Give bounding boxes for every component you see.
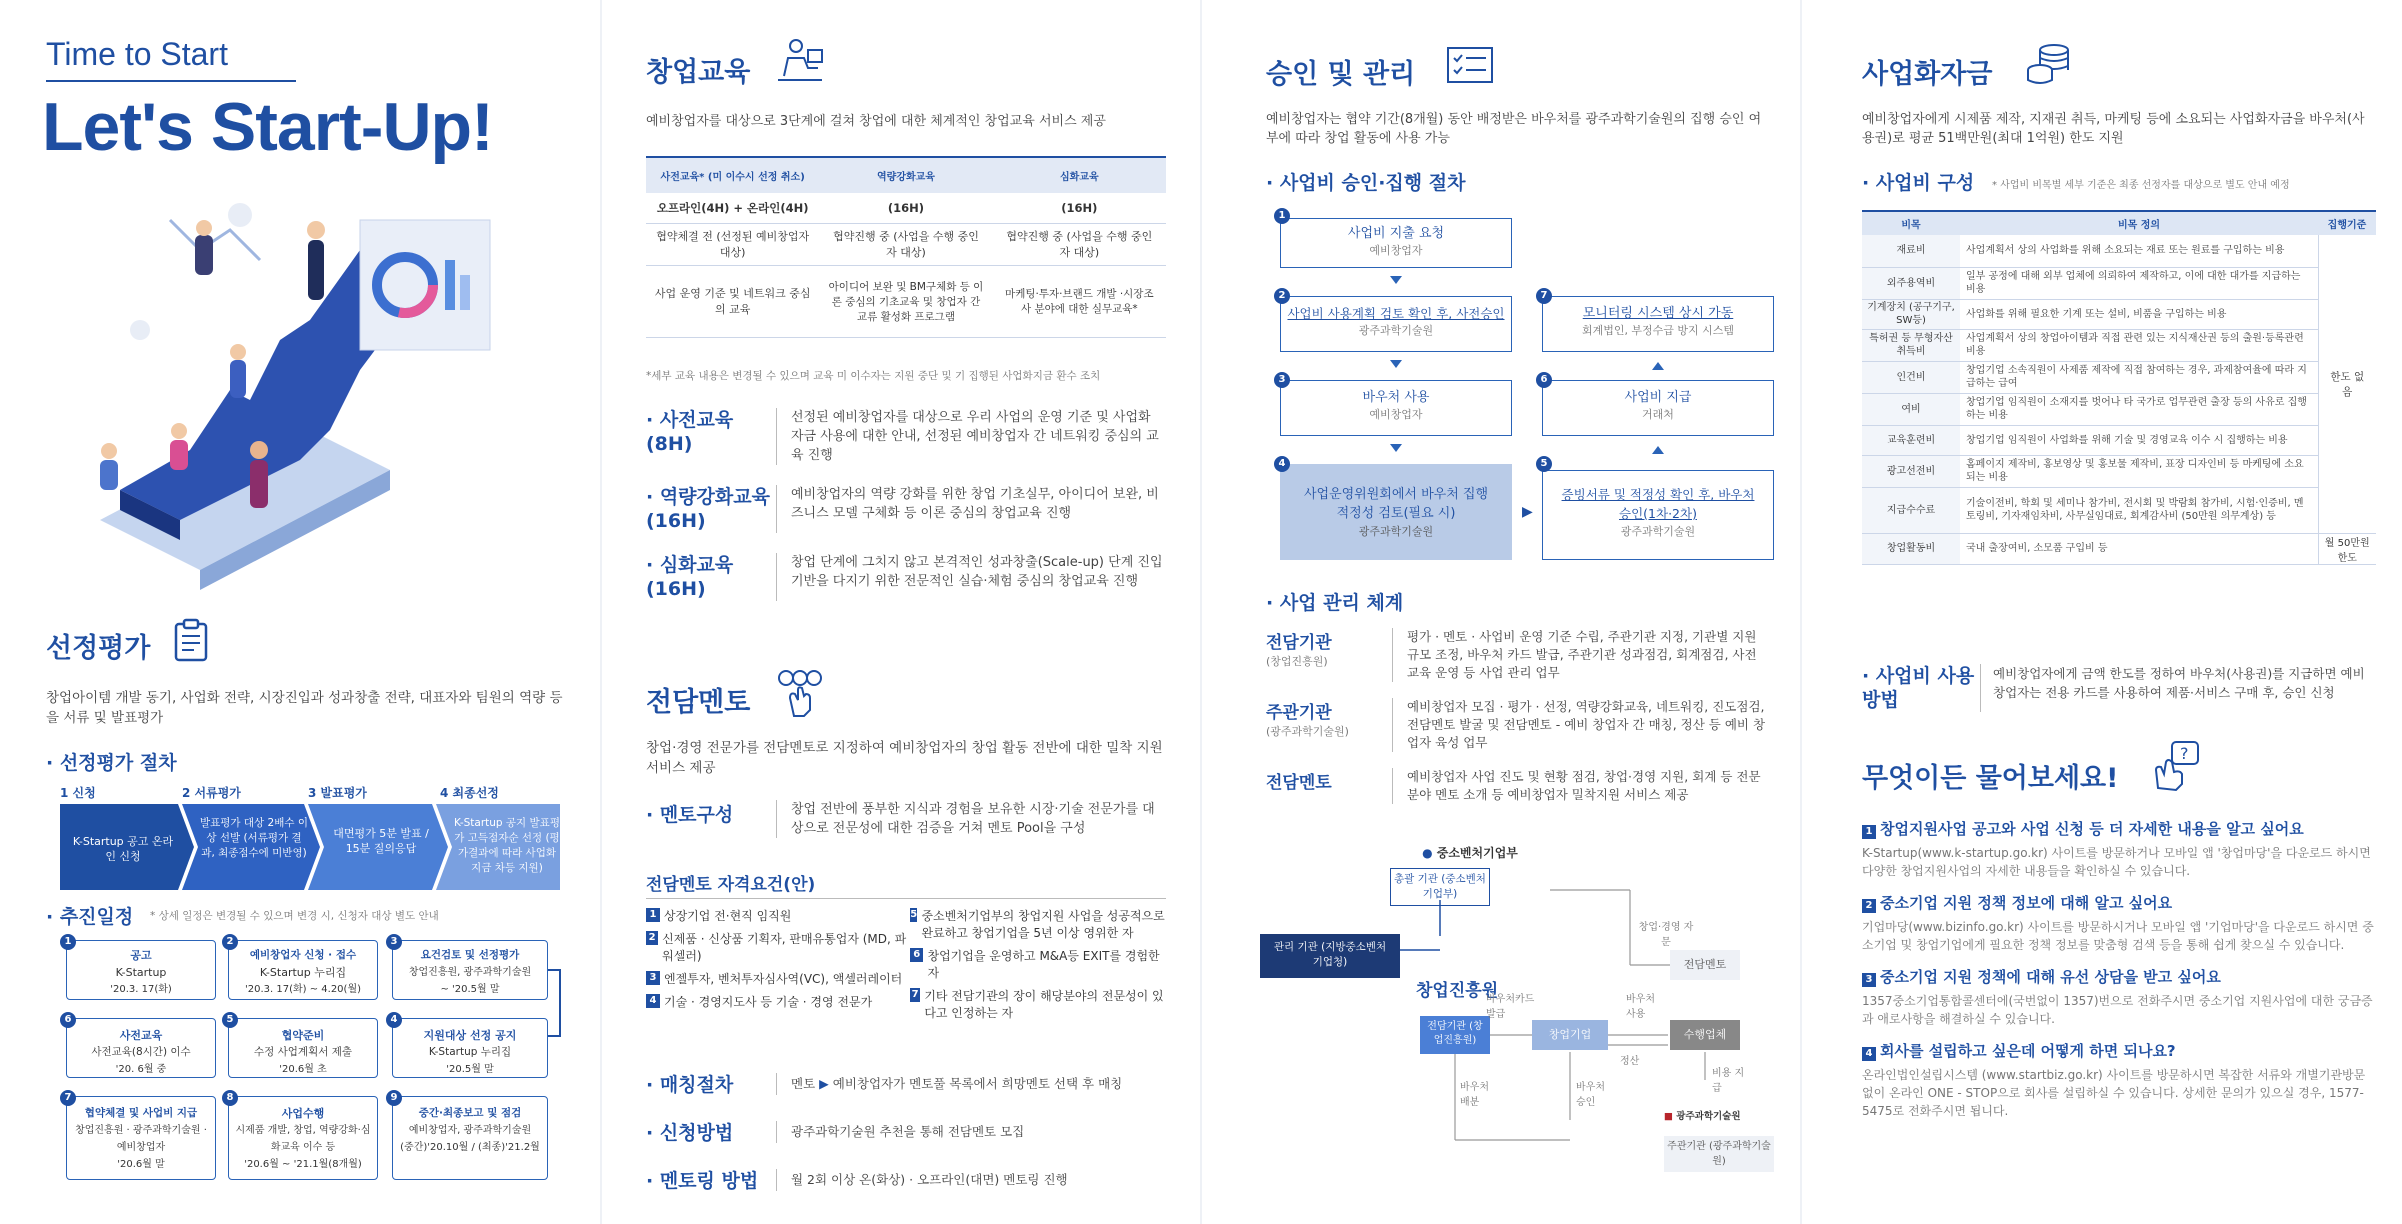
- way-body: 월 2회 이상 온(화상) · 오프라인(대면) 멘토링 진행: [791, 1172, 1068, 1187]
- flow-step-7-text: 모니터링 시스템 상시 가동: [1582, 306, 1734, 321]
- mgmt-2-sub: (광주과학기술원): [1266, 725, 1349, 738]
- qual-text-3: 엔젤투자, 벤처투자심사역(VC), 액셀러레이터: [664, 972, 903, 986]
- edu-table: [646, 156, 1166, 338]
- flow-arrow-up-2: [1652, 446, 1664, 454]
- mgmt-2-head: 주관기관: [1266, 703, 1332, 723]
- sched-title-7: 협약체결 및 사업비 지급: [84, 1107, 198, 1119]
- comp-limit-1: 한도 없음: [2318, 235, 2376, 533]
- sched-l3-2: '20.3. 17(화) ~ 4.20(월): [244, 984, 362, 995]
- way-head: · 멘토링 방법: [646, 1170, 759, 1192]
- comp-th-1: 비목: [1901, 220, 1921, 231]
- edu-cell-2-2: 협약진행 중 (사업을 수행 중인 자 대상): [833, 230, 979, 259]
- sched-l3-8: '20.6월 ~ '21.1월(8개월): [244, 1159, 362, 1170]
- coins-icon: [2024, 40, 2074, 88]
- org-lbl-use: 바우처 사용: [1626, 994, 1655, 1020]
- flow-badge-1: 1: [1274, 208, 1290, 224]
- comp-cell-def: 기술이전비, 학회 및 세미나 참가비, 전시회 및 박람회 참가비, 시험·인증비, 멘토링비, 기자재임차비, 사무실임대료, 회계감사비 (50만원 의무계상) 등: [1966, 498, 2304, 522]
- arrow-right-icon: ▶: [819, 1076, 829, 1091]
- flow-step-1-text: 사업비 지출 요청: [1347, 226, 1445, 241]
- match-head: · 매칭절차: [646, 1074, 734, 1096]
- apply-body: 광주과학기술원 추천을 통해 전담멘토 모집: [791, 1124, 1025, 1139]
- question-hand-icon: [2152, 740, 2202, 792]
- panel-approval: [1200, 0, 1800, 1224]
- flow-arrow-up-1: [1652, 362, 1664, 370]
- comp-cell-item: 기계장치 (공구기구, SW등): [1862, 299, 1960, 329]
- faq-a-1: K-Startup(www.k-startup.go.kr) 사이트를 방문하거나 모바일 앱 '창업마당'을 다운로드 하시면 다양한 창업지원사업의 자세한 내용들을 확인하실 수 있습니다.: [1862, 846, 2371, 878]
- qual-item-2: [646, 931, 908, 965]
- sched-item-2: [228, 940, 378, 1000]
- edu-cell-3-1: 사업 운영 기준 및 네트워크 중심의 교육: [654, 287, 811, 316]
- faq-item-4: [1862, 1040, 2376, 1120]
- qual-text-5: 중소벤처기업부의 창업지원 사업을 성공적으로 완료하고 창업기업을 5년 이상 영위한 자: [921, 909, 1165, 940]
- flow-step-3: [1280, 380, 1512, 436]
- qual-text-1: 상장기업 전·현직 임직원: [664, 909, 792, 923]
- sched-l2-8: 시제품 개발, 창업, 역량강화·심화교육 이수 등: [235, 1125, 371, 1153]
- flow-badge-6: 6: [1536, 372, 1552, 388]
- edu-item-2-head: · 역량강화교육 (16H): [646, 486, 770, 532]
- org-kised: 창업진흥원: [1416, 981, 1499, 1001]
- qual-left: [646, 908, 908, 1011]
- faq-q-1: 창업지원사업 공고와 사업 신청 등 더 자세한 내용을 알고 싶어요: [1880, 820, 2304, 838]
- org-host-logo: [1664, 1108, 1741, 1122]
- org-vendor: 수행업체: [1670, 1020, 1740, 1050]
- comp-row: [1862, 361, 2376, 393]
- comp-note: * 사업비 비목별 세부 기준은 최종 선정자를 대상으로 별도 안내 예정: [1992, 180, 2290, 191]
- method-head: · 사업비 사용방법: [1862, 665, 1975, 711]
- flow-arrow-right: ▶: [1522, 504, 1533, 520]
- comp-row: [1862, 235, 2376, 267]
- qual-badge-4: 4: [646, 994, 660, 1008]
- sched-item-3: [392, 940, 548, 1000]
- flow-step-7: [1542, 296, 1774, 352]
- sched-item-5: [228, 1018, 378, 1078]
- sched-badge-5: 5: [222, 1012, 238, 1028]
- qual-text-6: 창업기업을 운영하고 M&A등 EXIT를 경험한 자: [927, 949, 1160, 980]
- org-chart: [1260, 840, 1780, 1200]
- sched-l2-4: K-Startup 누리집: [428, 1046, 512, 1058]
- flow-badge-4: 4: [1274, 456, 1290, 472]
- comp-row: [1862, 533, 2376, 564]
- sched-title-9: 중간·최종보고 및 점검: [418, 1107, 522, 1119]
- flow-step-3-text: 바우처 사용: [1362, 390, 1430, 405]
- method-row: [1862, 664, 2376, 712]
- flow-title: · 사업비 승인·집행 절차: [1266, 172, 1466, 194]
- edu-item-2-body: 예비창업자의 역량 강화를 위한 창업 기초실무, 아이디어 보완, 비즈니스 모델 구체화 등 이론 중심의 창업교육 진행: [791, 487, 1159, 521]
- sched-l3-5: '20.6월 초: [279, 1064, 327, 1075]
- flow-step-1: [1280, 218, 1512, 268]
- comp-cell-def: 홈페이지 제작비, 홍보영상 및 홍보물 제작비, 표장 디자인비 등 마케팅에 소요되는 비용: [1966, 459, 2304, 483]
- qual-badge-1: 1: [646, 908, 660, 922]
- qual-badge-5: 5: [910, 909, 918, 920]
- org-lbl-cost: 비용 지급: [1712, 1068, 1745, 1094]
- comp-cell-item: 특허권 등 무형자산 취득비: [1862, 329, 1960, 361]
- faq-q-2: 중소기업 지원 정책 정보에 대해 알고 싶어요: [1880, 894, 2173, 912]
- qual-right: [910, 908, 1166, 1022]
- comp-th-2: 비목 정의: [2117, 220, 2161, 231]
- flow-badge-3: 3: [1274, 372, 1290, 388]
- mgmt-item-1: [1266, 628, 1766, 682]
- sched-l3-6: '20. 6월 중: [115, 1064, 167, 1075]
- qual-title: 전담멘토 자격요건(안): [646, 875, 816, 895]
- org-startup: 창업기업: [1532, 1020, 1608, 1050]
- comp-row: [1862, 455, 2376, 487]
- svg-text:?: ?: [2180, 744, 2189, 763]
- flow-step-7-sub: 회계법인, 부정수급 방지 시스템: [1581, 324, 1735, 337]
- qual-rule: [646, 898, 1166, 899]
- sched-item-4: [392, 1018, 548, 1078]
- qual-item-5: [910, 908, 1166, 942]
- gist-logo-icon: ■: [1664, 1111, 1673, 1122]
- eval-steps: [60, 784, 560, 892]
- faq-badge-2: 2: [1862, 899, 1876, 913]
- sched-title-6: 사전교육: [119, 1029, 163, 1042]
- sched-item-7: [66, 1096, 216, 1180]
- org-dedicated: 전담기관 (창업진흥원): [1420, 1016, 1490, 1054]
- sched-title: · 추진일정: [46, 906, 134, 928]
- comp-limit-2: 월 50만원 한도: [2318, 533, 2376, 564]
- sched-l3-4: '20.5월 말: [446, 1064, 494, 1075]
- ministry-logo-icon: ●: [1422, 846, 1433, 860]
- comp-cell-item: 교육훈련비: [1862, 425, 1960, 455]
- org-host: 주관기관 (광주과학기술원): [1664, 1136, 1774, 1172]
- comp-table-body: [1862, 235, 2376, 564]
- qual-badge-7: 7: [911, 989, 919, 1000]
- org-lbl-alloc: 바우처 배분: [1460, 1082, 1489, 1108]
- tagline-rule: [46, 80, 296, 82]
- tagline: Time to Start: [46, 36, 228, 72]
- qual-text-7: 기타 전담기관의 장이 해당분야의 전문성이 있다고 인정하는 자: [924, 989, 1164, 1020]
- flow-step-4-sub: 광주과학기술원: [1358, 525, 1434, 538]
- sched-title-5: 협약준비: [281, 1029, 325, 1042]
- sched-title-8: 사업수행: [281, 1107, 325, 1120]
- edu-th-3: 심화교육: [993, 157, 1166, 193]
- comp-th-3: 집행기준: [2327, 220, 2367, 231]
- sched-l2-6: 사전교육(8시간) 이수: [91, 1046, 191, 1058]
- org-ministry-text: 중소벤처기업부: [1436, 846, 1518, 860]
- org-host-logo-text: 광주과학기술원: [1676, 1111, 1741, 1122]
- comp-cell-def: 창업기업 임직원이 사업화를 위해 기술 및 경영교육 이수 시 집행하는 비용: [1966, 434, 2288, 446]
- funding-desc: 예비창업자에게 시제품 제작, 지재권 취득, 마케팅 등에 소요되는 사업화자금을 바우처(사용권)로 평균 51백만원(최대 1억원) 한도 지원: [1862, 112, 2365, 146]
- sched-badge-4: 4: [386, 1012, 402, 1028]
- mgmt-item-2: [1266, 698, 1766, 752]
- sched-title-3: 요건검토 및 선정평가: [420, 949, 520, 961]
- edu-cell-1-3: (16H): [1061, 200, 1098, 215]
- qual-text-4: 기술 · 경영지도사 등 기술 · 경영 전문가: [664, 995, 873, 1009]
- sched-l3-7: '20.6월 말: [117, 1159, 165, 1170]
- qual-item-1: [646, 908, 908, 925]
- comp-cell-item: 인건비: [1862, 361, 1960, 393]
- faq-title: 무엇이든 물어보세요!: [1862, 763, 2119, 794]
- comp-title: · 사업비 구성: [1862, 172, 1975, 194]
- flow-step-5-sub: 광주과학기술원: [1620, 525, 1696, 538]
- comp-cell-item: 지급수수료: [1862, 487, 1960, 533]
- panel-education: [600, 0, 1200, 1224]
- edu-item-3: [646, 553, 1166, 601]
- flow-step-4-text: 사업운영위원회에서 바우처 집행 적정성 검토(필요 시): [1303, 487, 1489, 521]
- org-lbl-card: 바우처카드 발급: [1486, 994, 1535, 1020]
- mgmt-2-body: 예비창업자 모집 · 평가 · 선정, 역량강화교육, 네트워킹, 진도점검, 전담멘토 발굴 및 전담멘토 - 예비 창업자 간 매칭, 정산 등 예비 창업자 육성 업무: [1407, 699, 1766, 750]
- flow-arrow-down-2: [1390, 360, 1402, 368]
- org-lbl-approve: 바우처 승인: [1576, 1082, 1605, 1108]
- sched-badge-3: 3: [386, 934, 402, 950]
- sched-note: * 상세 일정은 변경될 수 있으며 변경 시, 신청자 대상 별도 안내: [150, 910, 439, 922]
- qual-badge-6: 6: [910, 948, 923, 962]
- edu-item-1-body: 선정된 예비창업자를 대상으로 우리 사업의 운영 기준 및 사업화 자금 사용에 대한 안내, 선정된 예비창업자 간 네트워킹 중심의 교육 진행: [791, 410, 1159, 463]
- comp-cell-item: 외주용역비: [1862, 267, 1960, 299]
- panel-start-up: [0, 0, 600, 1224]
- sched-l2-5: 수정 사업계획서 제출: [254, 1046, 352, 1058]
- sched-item-9: [392, 1096, 548, 1180]
- sched-l2-2: K-Startup 누리집: [259, 966, 347, 979]
- edu-cell-3-3: 마케팅·투자·브랜드 개발 ·시장조사 분야에 대한 실무교육*: [1005, 288, 1154, 315]
- qual-badge-3: 3: [646, 971, 660, 985]
- sched-badge-8: 8: [222, 1090, 238, 1106]
- org-manage: 관리 기관 (지방중소벤처기업청): [1260, 934, 1400, 978]
- sched-l3-3: ~ '20.5월 말: [440, 984, 500, 995]
- comp-row: [1862, 487, 2376, 533]
- edu-item-1: [646, 408, 1166, 465]
- funding-title: 사업화자금: [1862, 59, 1993, 90]
- proc-title: · 선정평가 절차: [46, 752, 177, 774]
- edu-cell-3-2: 아이디어 보완 및 BM구체화 등 이론 중심의 기초교육 및 창업자 간 교류 활성화 프로그램: [828, 280, 984, 323]
- edu-item-1-head: · 사전교육 (8H): [646, 409, 734, 455]
- faq-item-1: [1862, 818, 2376, 880]
- mgmt-item-3: [1266, 768, 1766, 804]
- step-3-label: 3 발표평가: [308, 786, 367, 800]
- apply-head: · 신청방법: [646, 1122, 734, 1144]
- mgmt-list: [1266, 628, 1766, 804]
- sched-badge-9: 9: [386, 1090, 402, 1106]
- edu-cell-1-1: 오프라인(4H) + 온라인(4H): [656, 200, 809, 215]
- faq-item-3: [1862, 966, 2376, 1028]
- flow-badge-5: 5: [1536, 456, 1552, 472]
- step-2-body: 발표평가 대상 2배수 이상 선발 (서류평가 결과, 최종점수에 미반영): [200, 817, 308, 859]
- comp-cell-item: 광고선전비: [1862, 455, 1960, 487]
- approval-title: 승인 및 관리: [1266, 59, 1416, 90]
- edu-cell-1-2: (16H): [887, 200, 925, 215]
- comp-cell-def: 창업기업 임직원이 소재지를 벗어나 타 국가로 업무관련 출장 등의 사유로 집행하는 비용: [1966, 397, 2307, 421]
- faq-a-2: 기업마당(www.bizinfo.go.kr) 사이트를 방문하시거나 모바일 앱 '기업마당'을 다운로드 하시면 중소기업 및 창업기업에게 필요한 정책 정보를 맞춤형 검색 등을 통해 쉽게 찾으실 수 있습니다.: [1862, 920, 2374, 952]
- sched-title-4: 지원대상 선정 공지: [423, 1029, 517, 1042]
- sched-l2-7: 창업진흥원 · 광주과학기술원 · 예비창업자: [75, 1125, 207, 1153]
- edu-cell-2-1: 협약체결 전 (선정된 예비창업자 대상): [656, 230, 810, 259]
- eval-section: [46, 626, 150, 665]
- edu-title: 창업교육: [646, 57, 751, 88]
- edu-items: [646, 408, 1166, 601]
- sched-item-1: [66, 940, 216, 1000]
- faq-list: [1862, 818, 2376, 1120]
- flow-step-2: [1280, 296, 1512, 352]
- approval-desc: 예비창업자는 협약 기간(8개월) 동안 배정받은 바우처를 광주과학기술원의 집행 승인 여부에 따라 창업 활동에 사용 가능: [1266, 112, 1762, 146]
- flow-step-6-sub: 거래처: [1642, 408, 1674, 421]
- mentor-comp-body: 창업 전반에 풍부한 지식과 경험을 보유한 시장·기술 전문가를 대상으로 전문성에 대한 검증을 거쳐 멘토 Pool을 구성: [791, 802, 1155, 836]
- flow-step-3-sub: 예비창업자: [1369, 408, 1423, 421]
- apply-method: [646, 1118, 1166, 1145]
- sched-item-8: [228, 1096, 378, 1180]
- mentoring-method: [646, 1166, 1166, 1193]
- mentor-comp-head: · 멘토구성: [646, 804, 734, 826]
- clipboard-icon: [168, 618, 214, 664]
- comp-row: [1862, 329, 2376, 361]
- faq-q-4: 회사를 설립하고 싶은데 어떻게 하면 되나요?: [1880, 1042, 2176, 1060]
- edu-desc: 예비창업자를 대상으로 3단계에 걸쳐 창업에 대한 체계적인 창업교육 서비스 제공: [646, 114, 1106, 129]
- comp-row: [1862, 393, 2376, 425]
- comp-cell-def: 사업계획서 상의 창업아이템과 직접 관련 있는 지식재산권 등의 출원·등록관련 비용: [1966, 333, 2304, 357]
- step-4-label: 4 최종선정: [440, 786, 499, 800]
- mgmt-3-body: 예비창업자 사업 진도 및 현황 점검, 창업·경영 지원, 회계 등 전문분야 멘토 소개 등 예비창업자 밀착지원 서비스 제공: [1407, 769, 1761, 802]
- flow-step-6: [1542, 380, 1774, 436]
- sched-l2-3: 창업진흥원, 광주과학기술원: [408, 967, 532, 978]
- step-3-body: 대면평가 5분 발표 / 15분 질의응답: [333, 827, 429, 855]
- edu-item-2: [646, 485, 1166, 533]
- faq-badge-4: 4: [1862, 1047, 1876, 1061]
- sched-item-6: [66, 1018, 216, 1078]
- comp-row: [1862, 267, 2376, 299]
- flow-arrow-down-3: [1390, 444, 1402, 452]
- desk-worker-icon: [774, 36, 824, 86]
- comp-row: [1862, 425, 2376, 455]
- comp-cell-def: 사업화를 위해 필요한 기계 또는 설비, 비품을 구입하는 비용: [1966, 308, 2227, 320]
- flow-step-1-sub: 예비창업자: [1369, 244, 1423, 257]
- mgmt-1-head: 전담기관: [1266, 633, 1332, 653]
- edu-item-3-head: · 심화교육 (16H): [646, 554, 734, 600]
- sched-title-1: 공고: [130, 949, 152, 962]
- comp-cell-def: 사업계획서 상의 사업화를 위해 소요되는 재료 또는 원료를 구입하는 비용: [1966, 245, 2285, 257]
- sched-badge-1: 1: [60, 934, 76, 950]
- flow-step-5: [1542, 470, 1774, 560]
- headline: Let's Start-Up!: [42, 89, 493, 165]
- edu-item-3-body: 창업 단계에 그치지 않고 본격적인 성과창출(Scale-up) 단계 진입 기반을 다지기 위한 전문적인 실습·체험 중심의 창업교육 진행: [791, 555, 1163, 589]
- flow-step-2-text: 사업비 사용계획 검토 확인 후, 사전승인: [1287, 306, 1505, 321]
- org-ministry: [1390, 844, 1550, 861]
- comp-cell-item: 창업활동비: [1862, 533, 1960, 564]
- flow-arrow-down-1: [1390, 276, 1402, 284]
- faq-a-4: 온라인법인설립시스템 (www.startbiz.go.kr) 사이트를 방문하시면 복잡한 서류와 개별기관방문 없이 온라인 ONE - STOP으로 회사를 설립하실 수 있습니다. 상세한 문의가 있으실 경우, 1577-5475로 전화주시면 됩니다.: [1862, 1068, 2366, 1118]
- qual-item-7: [910, 988, 1166, 1022]
- step-4-body: K-Startup 공지 발표평가 고득점자순 선정 (평가결과에 따라 사업화지금 차등 지원): [454, 817, 560, 874]
- flow-step-5-text: 증빙서류 및 적정성 확인 후, 바우처 승인(1차·2차): [1561, 487, 1755, 521]
- eval-title: 선정평가: [46, 633, 151, 664]
- comp-cell-def: 일부 공정에 대해 외부 업체에 의뢰하여 제작하고, 이에 대한 대가를 지급하는 비용: [1966, 271, 2301, 295]
- mentor-title: 전담멘토: [646, 687, 751, 718]
- flow-step-6-text: 사업비 지급: [1624, 390, 1692, 405]
- qual-item-6: [910, 948, 1166, 982]
- comp-cell-item: 재료비: [1862, 235, 1960, 267]
- flow-badge-2: 2: [1274, 288, 1290, 304]
- mgmt-3-head: 전담멘토: [1266, 773, 1332, 793]
- flow-step-2-sub: 광주과학기술원: [1358, 324, 1434, 337]
- sched-badge-7: 7: [60, 1090, 76, 1106]
- match-body: 예비창업자가 멘토풀 목록에서 희망멘토 선택 후 매칭: [832, 1076, 1123, 1091]
- faq-a-3: 1357중소기업통합콜센터에(국번없이 1357)번으로 전화주시면 중소기업 지원사업에 대한 궁금증과 애로사항을 해결하실 수 있습니다.: [1862, 994, 2373, 1026]
- sched-badge-6: 6: [60, 1012, 76, 1028]
- pointer-hand-icon: [774, 666, 824, 720]
- faq-badge-1: 1: [1862, 825, 1876, 839]
- comp-table: [1862, 210, 2376, 565]
- edu-cell-2-3: 협약진행 중 (사업을 수행 중인 자 대상): [1006, 230, 1153, 259]
- faq-q-3: 중소기업 지원 정책에 대해 유선 상담을 받고 싶어요: [1880, 968, 2221, 986]
- checklist-icon: [1444, 44, 1496, 88]
- startup-illustration: [60, 190, 520, 590]
- qual-item-3: [646, 971, 908, 988]
- qual-item-4: [646, 994, 908, 1011]
- mgmt-title: · 사업 관리 체계: [1266, 592, 1404, 614]
- step-2-label: 2 서류평가: [182, 786, 241, 800]
- sched-title-2: 예비창업자 신청 · 접수: [249, 949, 357, 961]
- sched-l3-9: (중간)'20.10월 / (최종)'21.2월: [400, 1142, 540, 1153]
- match-proc: [646, 1070, 1166, 1097]
- comp-cell-def: 창업기업 소속직원이 사제품 제작에 직접 참여하는 경우, 과제참여율에 따라 지급하는 급여: [1966, 365, 2307, 389]
- step-1-label: 1 신청: [60, 786, 96, 800]
- flow-badge-7: 7: [1536, 288, 1552, 304]
- mentor-desc: 창업·경영 전문가를 전담멘토로 지정하여 예비창업자의 창업 활동 전반에 대한 밀착 지원 서비스 제공: [646, 740, 1163, 776]
- edu-th-2: 역량강화교육: [819, 157, 992, 193]
- match-mentor: 멘토: [791, 1076, 816, 1091]
- step-1-body: K-Startup 공고 온라인 신청: [72, 835, 174, 863]
- mgmt-1-body: 평가 · 멘토 · 사업비 운영 기준 수립, 주관기관 지정, 기관별 지원 규모 조정, 바우처 카드 발급, 주관기관 성과점검, 회계점검, 사전 교육 운영 등 사업 관리 업무: [1407, 629, 1757, 680]
- sched-badge-2: 2: [222, 934, 238, 950]
- mentor-comp: [646, 800, 1166, 838]
- org-lbl-consult: 창업·경영 자문: [1638, 922, 1694, 948]
- qual-text-2: 신제품 · 신상품 기획자, 판매유통업자 (MD, 파워셀러): [662, 932, 907, 963]
- eval-desc: 창업아이템 개발 동기, 사업화 전략, 시장진입과 성과창출 전략, 대표자와 팀원의 역량 등을 서류 및 발표평가: [46, 690, 563, 726]
- panel-funding: [1800, 0, 2402, 1224]
- org-mentor: 전담멘토: [1670, 950, 1740, 980]
- org-lbl-settle: 정산: [1620, 1056, 1640, 1067]
- edu-table-note: *세부 교육 내용은 변경될 수 있으며 교육 미 이수자는 지원 중단 및 기 집행된 사업화지금 환수 조치: [646, 370, 1101, 382]
- sched-l3-1: '20.3. 17(화): [110, 984, 172, 995]
- faq-badge-3: 3: [1862, 973, 1876, 987]
- faq-item-2: [1862, 892, 2376, 954]
- flow-step-4: [1280, 464, 1512, 560]
- org-general: 총괄 기관 (중소벤처기업부): [1390, 868, 1490, 906]
- sched-l2-9: 예비창업자, 광주과학기술원: [408, 1125, 532, 1136]
- sched-l2-1: K-Startup: [115, 966, 167, 979]
- comp-cell-item: 여비: [1862, 393, 1960, 425]
- edu-th-1: 사전교육* (미 이수시 선정 취소): [646, 157, 819, 193]
- comp-cell-def: 국내 출장여비, 소모품 구입비 등: [1966, 543, 2108, 554]
- method-body: 예비창업자에게 금액 한도를 정하여 바우처(사용권)를 지급하면 예비창업자는 전용 카드를 사용하여 제품·서비스 구매 후, 승인 신청: [1993, 666, 2365, 700]
- mgmt-1-sub: (창업진흥원): [1266, 655, 1328, 668]
- qual-badge-2: 2: [646, 931, 658, 945]
- comp-row: [1862, 299, 2376, 329]
